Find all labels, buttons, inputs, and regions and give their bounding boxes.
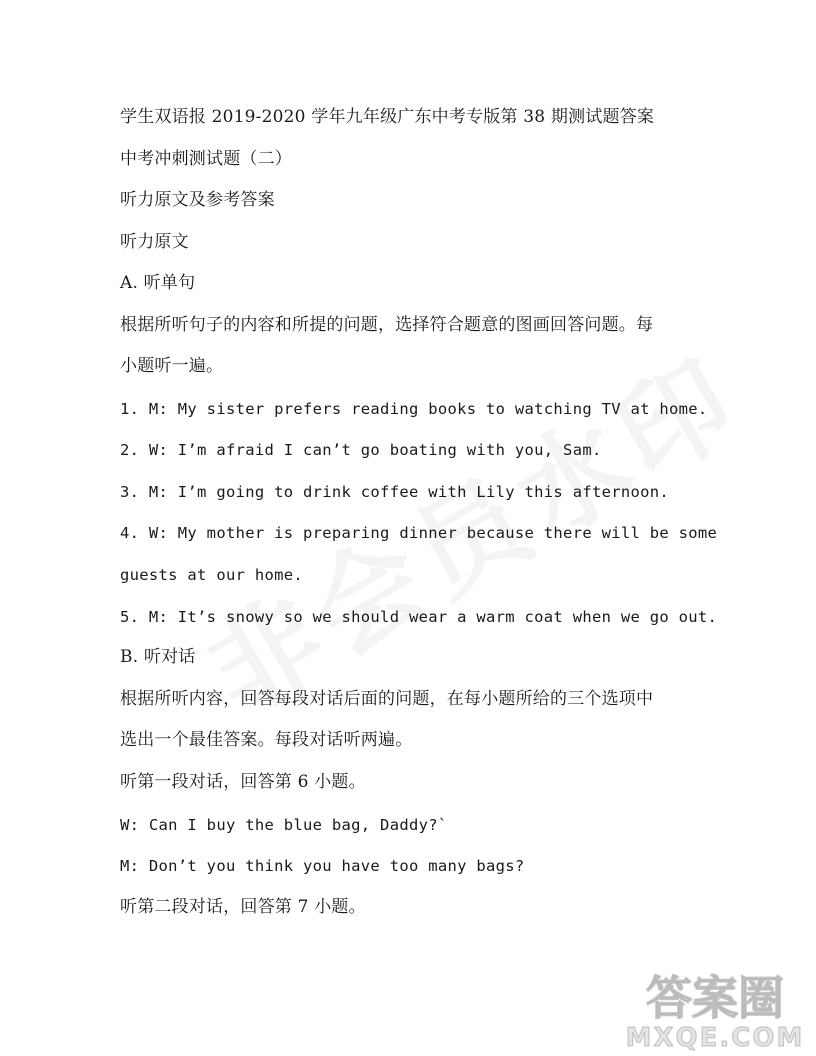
transcript-line: guests at our home. — [120, 566, 304, 584]
instruction-text: 小题听一遍。 — [120, 356, 224, 376]
transcript-line: 1. M: My sister prefers reading books to watching TV at home. — [120, 400, 708, 418]
part-heading: A. 听单句 — [120, 273, 196, 293]
transcript-line: 3. M: I’m going to drink coffee with Lily this afternoon. — [120, 483, 670, 501]
instruction-text: 根据所听句子的内容和所提的问题，选择符合题意的图画回答问题。每 — [120, 315, 654, 335]
transcript-line: 4. W: My mother is preparing dinner because there will be some — [120, 524, 718, 542]
subheading: 听力原文 — [120, 232, 189, 252]
document-title: 学生双语报 2019-2020 学年九年级广东中考专版第 38 期测试题答案 — [120, 107, 655, 127]
part-heading: B. 听对话 — [120, 647, 196, 667]
instruction-text: 选出一个最佳答案。每段对话听两遍。 — [120, 730, 413, 750]
instruction-text: 听第二段对话，回答第 7 小题。 — [120, 897, 366, 917]
transcript-line: M: Don’t you think you have too many bags? — [120, 857, 525, 875]
transcript-line: 2. W: I’m afraid I can’t go boating with you, Sam. — [120, 441, 602, 459]
logo-sub-text: MXQE.COM — [625, 1023, 805, 1052]
transcript-line: W: Can I buy the blue bag, Daddy?` — [120, 816, 448, 834]
logo-main-text: 答案圈 — [646, 971, 784, 1025]
instruction-text: 听第一段对话，回答第 6 小题。 — [120, 772, 366, 792]
instruction-text: 根据所听内容，回答每段对话后面的问题，在每小题所给的三个选项中 — [120, 689, 654, 709]
section-heading: 中考冲刺测试题（二） — [120, 149, 292, 169]
subheading: 听力原文及参考答案 — [120, 190, 275, 210]
logo-mark — [620, 966, 810, 1052]
transcript-line: 5. M: It’s snowy so we should wear a warm coat when we go out. — [120, 608, 718, 626]
site-logo — [620, 966, 810, 1052]
